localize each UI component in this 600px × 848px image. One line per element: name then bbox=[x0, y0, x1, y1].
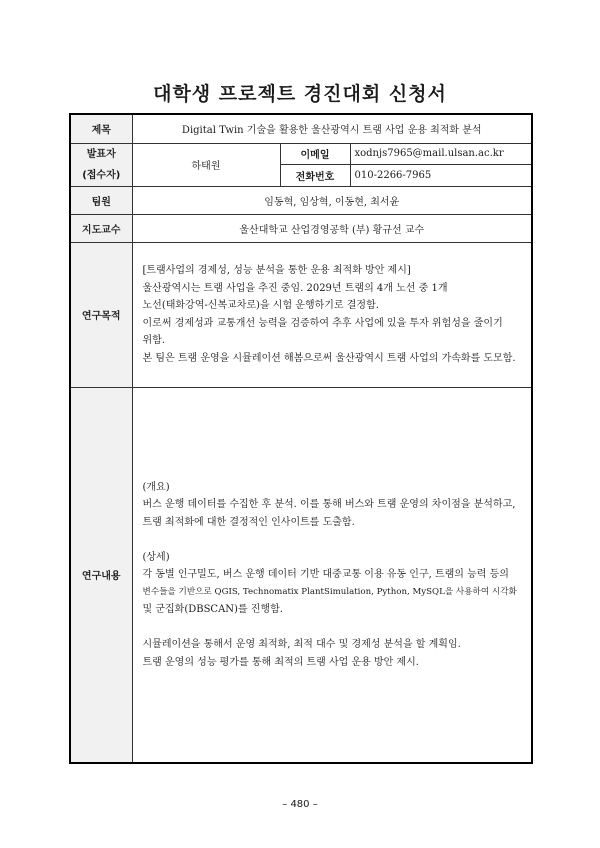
form-title: 대학생 프로젝트 경진대회 신청서 bbox=[153, 83, 447, 105]
content-row bbox=[70, 387, 532, 763]
phone-value: 010-2266-7965 bbox=[350, 165, 532, 187]
detail-line: 변수들을 기반으로 QGIS, Technomatix PlantSimulation, Python, MySQL을 사용하여 시각화 bbox=[142, 586, 517, 597]
purpose-line: [트램사업의 경제성, 성능 분석을 통한 운용 최적화 방안 제시] bbox=[142, 265, 411, 276]
presenter-label bbox=[70, 143, 132, 186]
page-number: – 480 – bbox=[282, 799, 318, 810]
team-label: 팀원 bbox=[70, 186, 132, 214]
purpose-line: 노선(태화강역-신복교차로)을 시험 운행하기로 결정함. bbox=[142, 300, 379, 311]
paragraph-gap bbox=[143, 531, 522, 549]
topic-label: 제목 bbox=[70, 114, 132, 143]
presenter-label-line2: (접수자) bbox=[82, 169, 121, 181]
presenter-name: 하태원 bbox=[132, 143, 280, 186]
content-paragraph bbox=[137, 479, 528, 672]
purpose-row bbox=[70, 242, 532, 387]
overview-line: 트램 최적화에 대한 결정적인 인사이트를 도출함. bbox=[142, 516, 355, 528]
application-form-table bbox=[69, 113, 533, 764]
presenter-label-line1: 발표자 bbox=[86, 148, 116, 160]
team-row bbox=[70, 186, 532, 214]
advisor-name: 울산대학교 산업경영공학 (부) 황규선 교수 bbox=[132, 214, 532, 242]
detail-line: 각 동별 인구밀도, 버스 운행 데이터 기반 대중교통 이용 유동 인구, 트램의 능력 등의 bbox=[142, 569, 509, 580]
purpose-line: 본 팀은 트램 운영을 시뮬레이션 해봄으로써 울산광역시 트램 사업의 가속화를 도모함. bbox=[142, 352, 516, 364]
team-members: 임동혁, 임상혁, 이동현, 최서윤 bbox=[132, 186, 532, 214]
email-label: 이메일 bbox=[280, 143, 350, 165]
purpose-content bbox=[132, 242, 532, 387]
detail-line: 및 군집화(DBSCAN)를 진행함. bbox=[142, 604, 283, 615]
advisor-row bbox=[70, 214, 532, 242]
detail-heading: (상세) bbox=[142, 551, 170, 563]
purpose-line: 위함. bbox=[142, 335, 165, 346]
email-value: xodnjs7965@mail.ulsan.ac.kr bbox=[350, 143, 532, 165]
content-body bbox=[132, 387, 532, 763]
closing-line: 트램 운영의 성능 평가를 통해 최적의 트램 사업 운용 방안 제시. bbox=[142, 656, 419, 668]
purpose-paragraph bbox=[137, 262, 528, 367]
purpose-line: 이로써 경제성과 교통개선 능력을 검증하여 추후 사업에 있을 투자 위험성을 줄이기 bbox=[142, 317, 503, 329]
purpose-label: 연구목적 bbox=[70, 242, 132, 387]
content-label: 연구내용 bbox=[70, 387, 132, 763]
paragraph-gap bbox=[143, 619, 522, 637]
topic-row bbox=[70, 114, 532, 143]
phone-label: 전화번호 bbox=[280, 165, 350, 187]
presenter-row-email bbox=[70, 143, 532, 165]
overview-heading: (개요) bbox=[142, 481, 170, 493]
closing-line: 시뮬레이션을 통해서 운영 최적화, 최적 대수 및 경제성 분석을 할 계획임. bbox=[142, 639, 461, 650]
topic-value: Digital Twin 기술을 활용한 울산광역시 트램 사업 운용 최적화 분석 bbox=[132, 114, 532, 143]
overview-line: 버스 운행 데이터를 수집한 후 분석. 이를 통해 버스와 트램 운영의 차이점을 분석하고, bbox=[142, 499, 516, 510]
advisor-label: 지도교수 bbox=[70, 214, 132, 242]
purpose-line: 울산광역시는 트램 사업을 추진 중임. 2029년 트램의 4개 노선 중 1개 bbox=[142, 282, 448, 294]
